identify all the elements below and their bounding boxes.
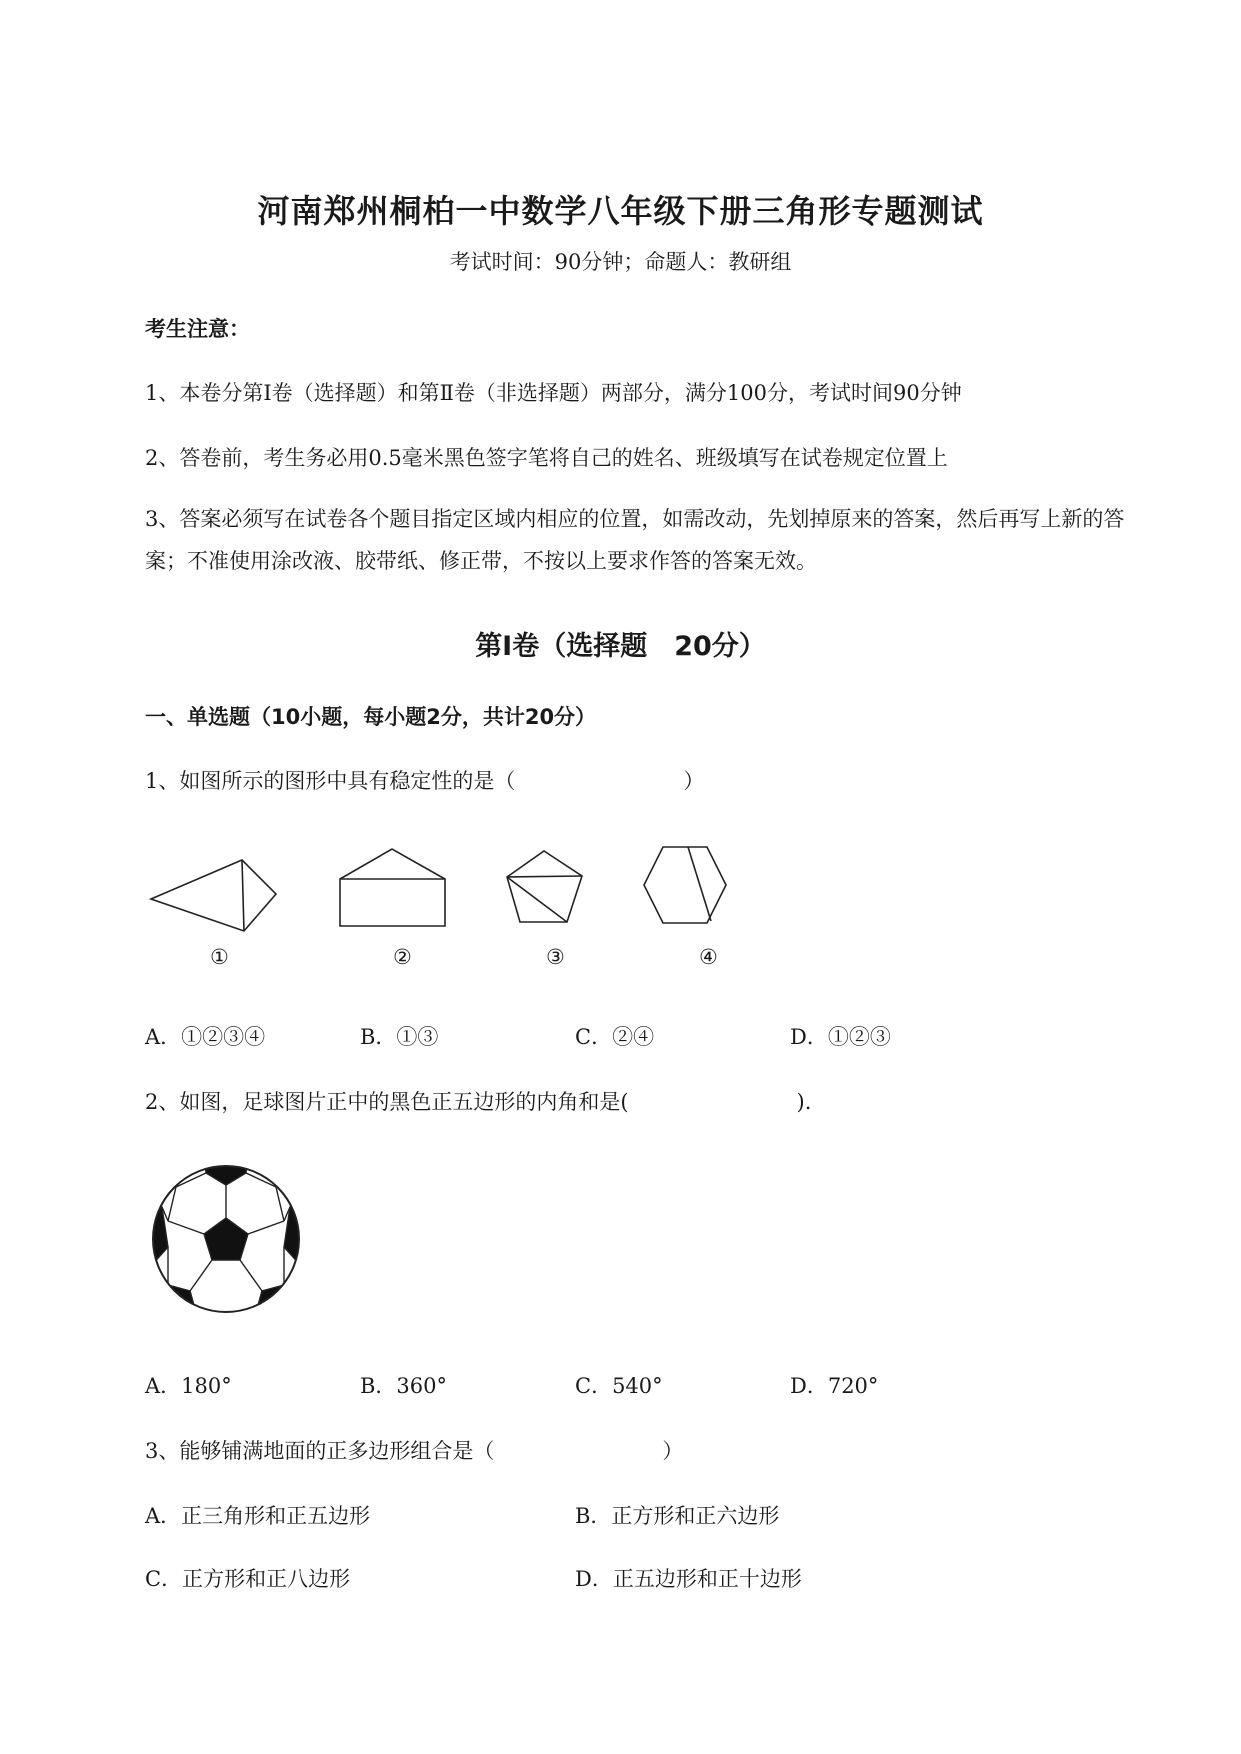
figure-4-hexagon [642, 845, 728, 925]
figure-2-house [338, 847, 448, 927]
question-2-stem: 2、如图，足球图片正中的黑色正五边形的内角和是( ). [145, 1090, 812, 1114]
notice-item-1: 1、本卷分第I卷（选择题）和第Ⅱ卷（非选择题）两部分，满分100分，考试时间90分钟 [145, 381, 962, 405]
question-1-option-b[interactable]: B．①③ [360, 1025, 439, 1049]
notice-item-2: 2、答卷前，考生务必用0.5毫米黑色签字笔将自己的姓名、班级填写在试卷规定位置上 [145, 446, 948, 470]
soccer-ball-figure [150, 1163, 302, 1315]
question-1-option-c[interactable]: C．②④ [575, 1025, 655, 1049]
notice-item-3: 3、答案必须写在试卷各个题目指定区域内相应的位置，如需改动，先划掉原来的答案，然后再写上新的答案；不准使用涂改液、胶带纸、修正带，不按以上要求作答的答案无效。 [145, 507, 1125, 573]
question-2-option-b[interactable]: B．360° [360, 1374, 448, 1398]
question-1-stem: 1、如图所示的图形中具有稳定性的是（ ） [145, 769, 705, 793]
question-1-option-a[interactable]: A．①②③④ [145, 1025, 266, 1049]
question-2-option-a[interactable]: A．180° [145, 1374, 232, 1398]
part-heading: 一、单选题（10小题，每小题2分，共计20分） [145, 705, 597, 729]
question-3-stem: 3、能够铺满地面的正多边形组合是（ ） [145, 1439, 684, 1463]
question-2-option-d[interactable]: D．720° [790, 1374, 879, 1398]
question-3-option-b[interactable]: B．正方形和正六边形 [575, 1504, 780, 1528]
exam-subtitle: 考试时间：90分钟；命题人：教研组 [449, 250, 792, 274]
question-2-option-c[interactable]: C．540° [575, 1374, 663, 1398]
figure-label-2: ② [393, 945, 412, 969]
figure-label-3: ③ [546, 945, 565, 969]
exam-title: 河南郑州桐柏一中数学八年级下册三角形专题测试 [257, 192, 984, 230]
figure-3-pentagon [505, 849, 585, 925]
figure-label-1: ① [210, 945, 229, 969]
notice-heading: 考生注意： [145, 317, 250, 341]
question-3-option-d[interactable]: D．正五边形和正十边形 [575, 1567, 802, 1591]
figure-1-kite [148, 855, 278, 935]
question-1-option-d[interactable]: D．①②③ [790, 1025, 891, 1049]
section-title: 第I卷（选择题 20分） [475, 631, 766, 662]
question-3-option-c[interactable]: C．正方形和正八边形 [145, 1567, 351, 1591]
question-3-option-a[interactable]: A．正三角形和正五边形 [145, 1504, 371, 1528]
figure-label-4: ④ [699, 945, 718, 969]
